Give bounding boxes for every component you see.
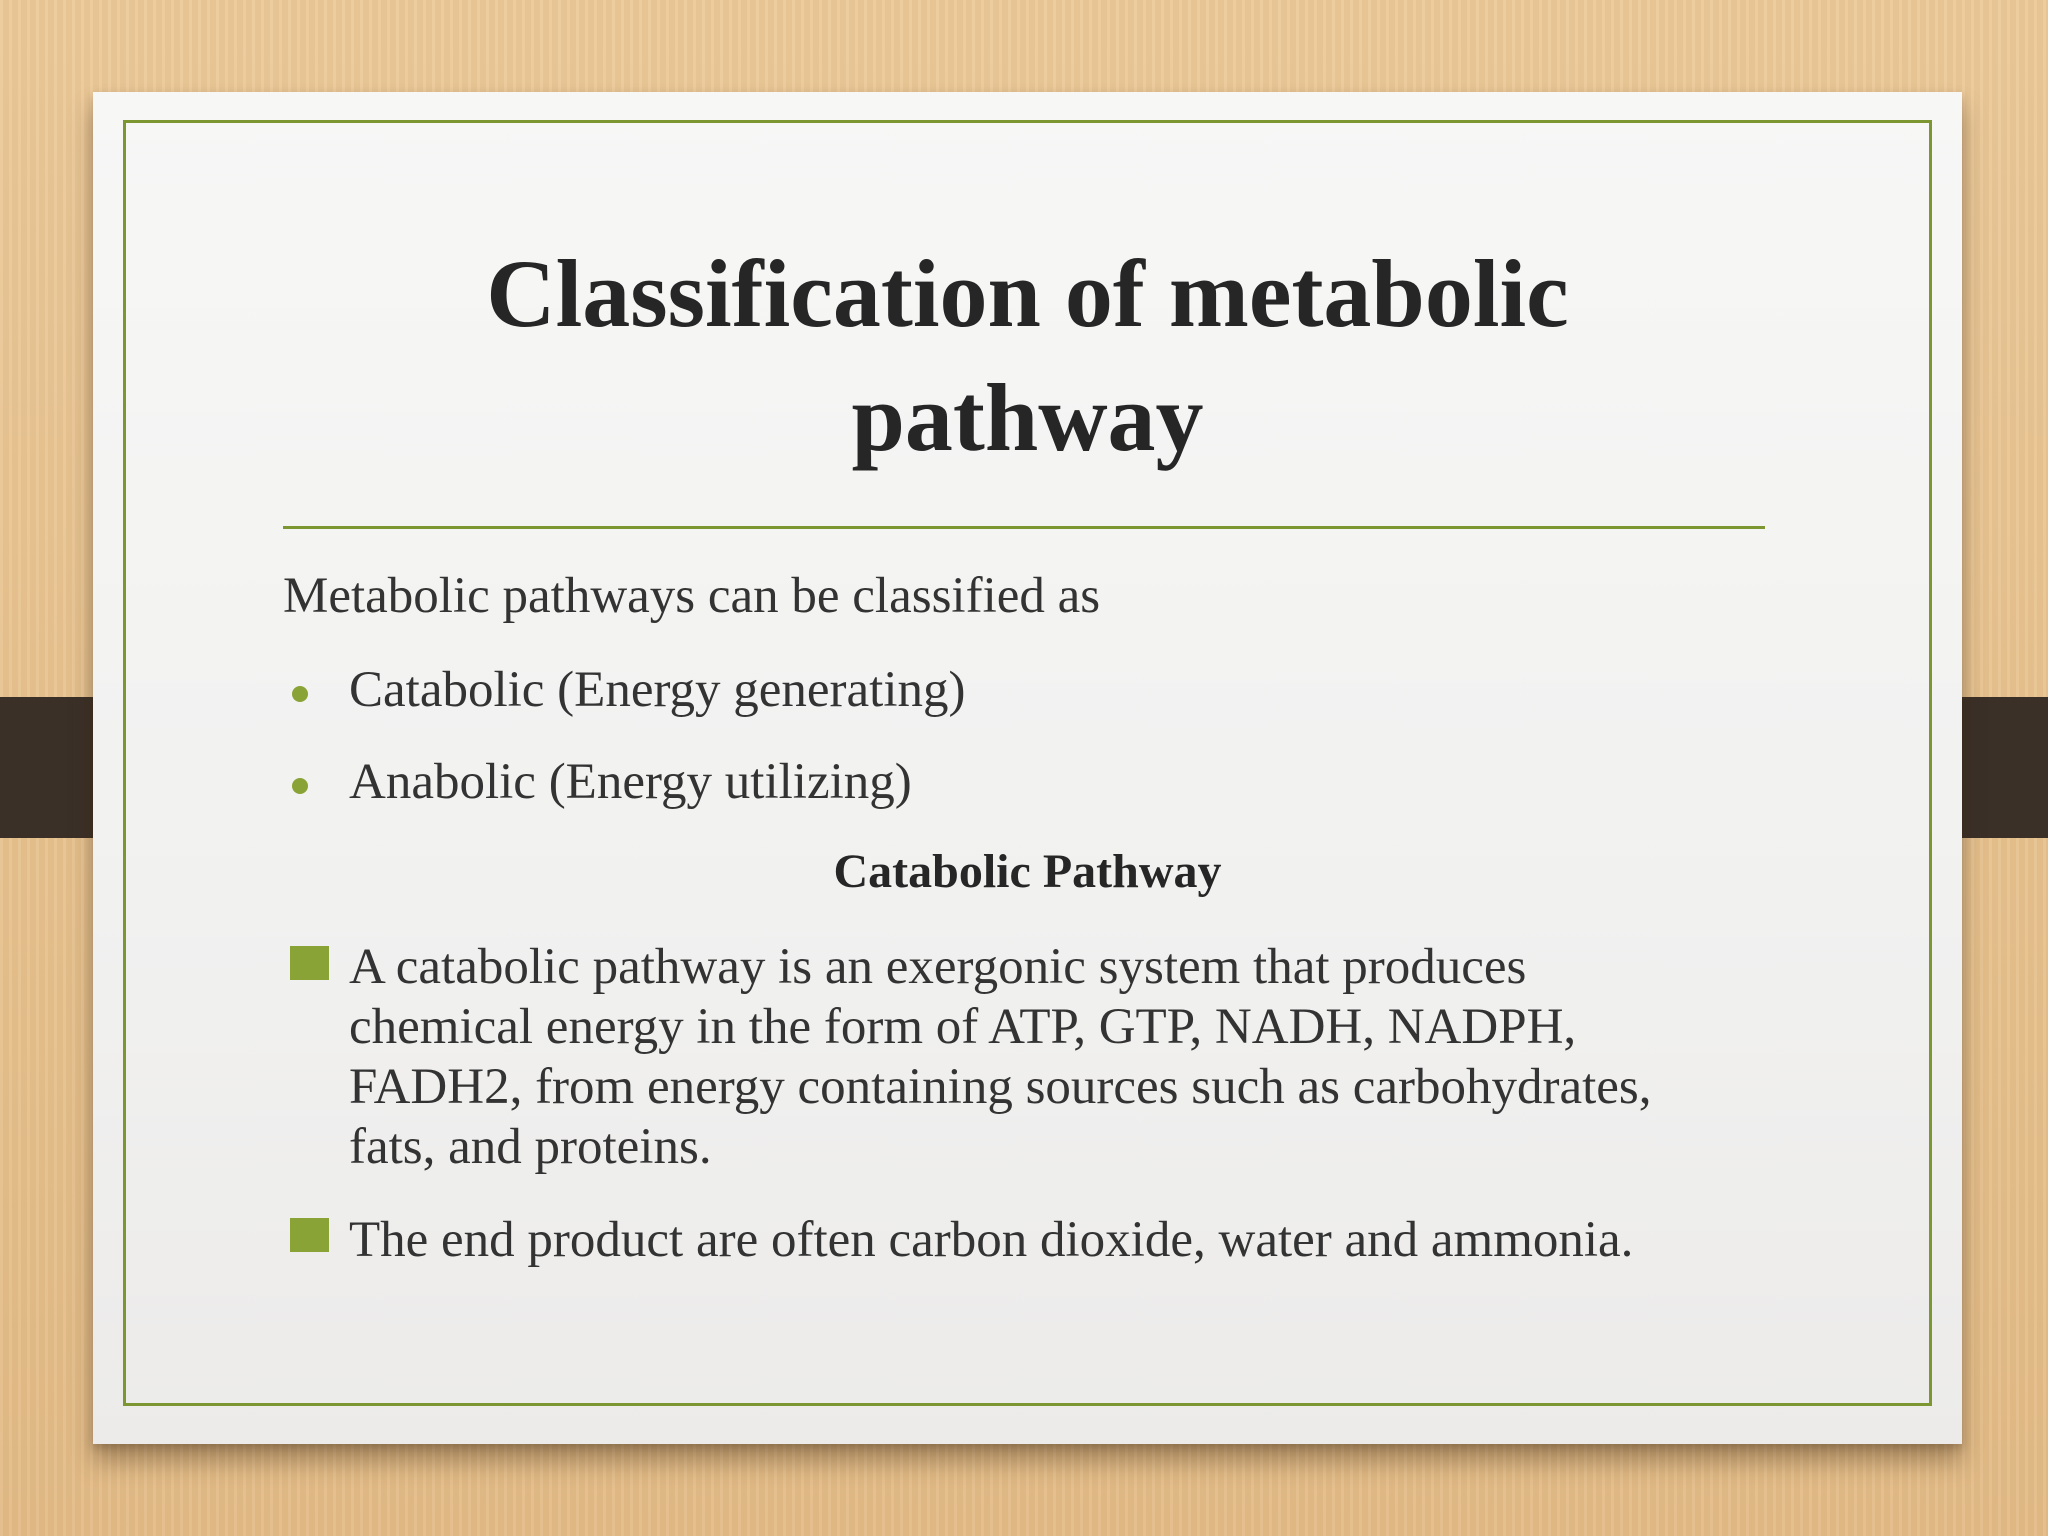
square-bullet-icon <box>290 1218 329 1252</box>
paragraph-line: chemical energy in the form of ATP, GTP, NADH, NADPH, <box>349 999 1577 1055</box>
intro-text: Metabolic pathways can be classified as <box>283 568 1101 624</box>
round-bullet-icon <box>292 686 308 702</box>
paragraph-line: fats, and proteins. <box>349 1119 712 1175</box>
paragraph-line: FADH2, from energy containing sources such as carbohydrates, <box>349 1059 1652 1115</box>
point-paragraph-2 <box>349 1210 1633 1270</box>
paragraph-line: A catabolic pathway is an exergonic system that produces <box>349 939 1527 995</box>
title-divider <box>283 526 1765 529</box>
round-bullet-icon <box>292 778 308 794</box>
section-subheading: Catabolic Pathway <box>833 845 1222 898</box>
square-bullet-icon <box>290 946 329 980</box>
bullet-text: Anabolic (Energy utilizing) <box>349 754 912 810</box>
paragraph-line: The end product are often carbon dioxide, water and ammonia. <box>349 1212 1634 1268</box>
bullet-text: Catabolic (Energy generating) <box>349 662 966 718</box>
slide-title-line-2: pathway <box>851 364 1204 471</box>
slide-title-line-1: Classification of metabolic <box>486 240 1569 347</box>
slide-title <box>93 232 1962 480</box>
point-paragraph-1 <box>349 937 1652 1177</box>
